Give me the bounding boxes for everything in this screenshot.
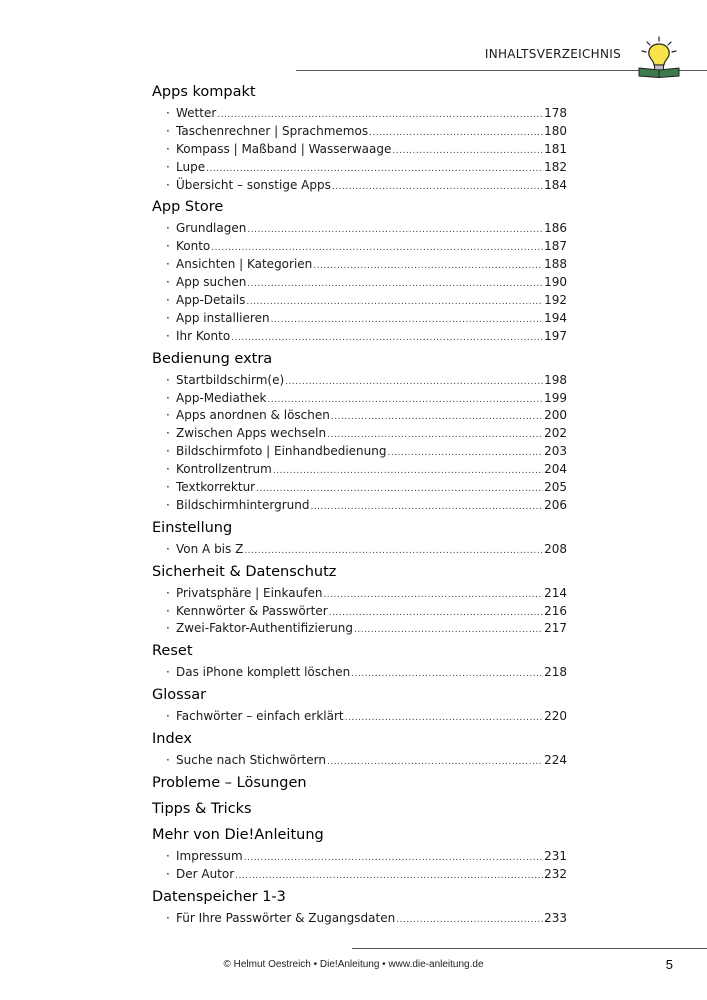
toc-section <box>152 194 567 345</box>
dot-leader <box>329 605 543 623</box>
entry-page: 218 <box>544 665 567 680</box>
entry-label: Taschenrechner | Sprachmemos <box>176 123 369 138</box>
toc-entry <box>152 141 567 159</box>
entry-label: Textkorrektur <box>176 480 256 495</box>
entry-bullet: · <box>166 444 170 459</box>
entry-bullet: · <box>166 106 170 120</box>
entry-page: 231 <box>544 849 567 864</box>
entry-page: 204 <box>544 462 567 477</box>
dot-leader <box>310 499 543 517</box>
entry-bullet: · <box>166 849 170 864</box>
entry-label: Wetter <box>176 106 217 120</box>
entry-bullet: · <box>166 462 170 477</box>
dot-leader <box>354 622 543 640</box>
toc-section <box>152 796 567 822</box>
toc-section <box>152 79 567 194</box>
page-number: 5 <box>665 957 673 972</box>
entry-bullet: · <box>166 141 170 156</box>
entry-page: 217 <box>544 621 567 636</box>
entry-label: Für Ihre Passwörter & Zugangsdaten <box>176 910 396 925</box>
entry-page: 184 <box>544 177 567 192</box>
dot-leader <box>273 463 543 481</box>
entry-label: Startbildschirm(e) <box>176 372 285 387</box>
entry-page: 200 <box>544 408 567 423</box>
entry-label: Privatsphäre | Einkaufen <box>176 585 323 600</box>
dot-leader <box>396 912 543 930</box>
section-title: Probleme – Lösungen <box>152 775 307 792</box>
section-title: Sicherheit & Datenschutz <box>152 563 337 580</box>
entry-bullet: · <box>166 480 170 495</box>
entry-label: Konto <box>176 239 211 254</box>
section-title: Datenspeicher 1-3 <box>152 888 286 905</box>
entry-label: Lupe <box>176 159 206 174</box>
entry-bullet: · <box>166 603 170 618</box>
toc-entry <box>152 238 567 256</box>
entry-page: 205 <box>544 480 567 495</box>
entry-page: 199 <box>544 390 567 405</box>
toc-entry <box>152 390 567 408</box>
entry-label: Zwei-Faktor-Authentifizierung <box>176 621 353 636</box>
entry-bullet: · <box>166 328 170 343</box>
toc-entry <box>152 620 567 638</box>
entry-bullet: · <box>166 665 170 680</box>
entry-bullet: · <box>166 585 170 600</box>
dot-leader <box>313 258 543 276</box>
entry-bullet: · <box>166 541 170 556</box>
entry-page: 194 <box>544 310 567 325</box>
entry-page: 186 <box>544 221 567 236</box>
toc-entry <box>152 603 567 621</box>
toc-entry <box>152 461 567 479</box>
toc-entry <box>152 220 567 238</box>
entry-page: 180 <box>544 123 567 138</box>
entry-bullet: · <box>166 372 170 387</box>
toc-section <box>152 884 567 928</box>
entry-bullet: · <box>166 408 170 423</box>
dot-leader <box>323 587 543 605</box>
entry-bullet: · <box>166 123 170 138</box>
entry-bullet: · <box>166 221 170 236</box>
entry-label: Das iPhone komplett löschen <box>176 665 351 680</box>
dot-leader <box>369 125 543 143</box>
entry-page: 208 <box>544 541 567 556</box>
toc-entry <box>152 866 567 884</box>
entry-bullet: · <box>166 310 170 325</box>
toc-section <box>152 346 567 515</box>
toc-entry <box>152 752 567 770</box>
dot-leader <box>285 374 543 392</box>
toc-section <box>152 770 567 796</box>
dot-leader <box>327 754 543 772</box>
entry-bullet: · <box>166 159 170 174</box>
toc-entry <box>152 372 567 390</box>
dot-leader <box>332 179 543 197</box>
entry-page: 214 <box>544 585 567 600</box>
toc-section <box>152 726 567 770</box>
entry-label: Impressum <box>176 849 243 864</box>
toc-section <box>152 638 567 682</box>
toc-entry <box>152 479 567 497</box>
entry-label: Ihr Konto <box>176 328 231 343</box>
entry-page: 224 <box>544 753 567 768</box>
entry-page: 216 <box>544 603 567 618</box>
section-title: App Store <box>152 199 224 216</box>
footer-copyright: © Helmut Oestreich • Die!Anleitung • www.die-anleitung.de <box>223 959 484 970</box>
toc-section <box>152 682 567 726</box>
entry-page: 182 <box>544 159 567 174</box>
entry-label: App suchen <box>176 275 247 290</box>
entry-page: 206 <box>544 497 567 512</box>
toc-section <box>152 822 567 884</box>
dot-leader <box>271 312 544 330</box>
entry-bullet: · <box>166 426 170 441</box>
entry-bullet: · <box>166 239 170 254</box>
toc-entry <box>152 159 567 177</box>
entry-bullet: · <box>166 866 170 881</box>
section-title: Tipps & Tricks <box>152 801 252 818</box>
entry-bullet: · <box>166 177 170 192</box>
entry-label: Grundlagen <box>176 221 247 236</box>
toc-entry <box>152 664 567 682</box>
toc-entry <box>152 425 567 443</box>
entry-label: Der Autor <box>176 866 235 881</box>
entry-bullet: · <box>166 709 170 724</box>
entry-label: App-Details <box>176 293 246 308</box>
entry-label: Kompass | Maßband | Wasserwaage <box>176 141 392 156</box>
toc-entry <box>152 585 567 603</box>
section-title: Einstellung <box>152 519 233 536</box>
entry-bullet: · <box>166 753 170 768</box>
section-title: Glossar <box>152 687 207 704</box>
toc-section <box>152 515 567 559</box>
entry-bullet: · <box>166 275 170 290</box>
entry-label: Übersicht – sonstige Apps <box>176 177 331 192</box>
entry-bullet: · <box>166 293 170 308</box>
entry-label: Fachwörter – einfach erklärt <box>176 709 344 724</box>
toc-entry <box>152 274 567 292</box>
dot-leader <box>247 276 543 294</box>
dot-leader <box>231 330 543 348</box>
entry-label: Suche nach Stichwörtern <box>176 753 326 768</box>
entry-page: 203 <box>544 444 567 459</box>
entry-bullet: · <box>166 497 170 512</box>
entry-page: 202 <box>544 426 567 441</box>
entry-page: 197 <box>544 328 567 343</box>
entry-page: 192 <box>544 293 567 308</box>
dot-leader <box>345 710 543 728</box>
toc-entry <box>152 708 567 726</box>
toc-entry <box>152 541 567 559</box>
entry-page: 181 <box>544 141 567 156</box>
section-title: Index <box>152 731 192 748</box>
dot-leader <box>247 222 543 240</box>
toc-entry <box>152 177 567 195</box>
table-of-contents <box>152 79 567 928</box>
entry-label: Ansichten | Kategorien <box>176 257 313 272</box>
toc-entry <box>152 910 567 928</box>
toc-entry <box>152 105 567 123</box>
entry-page: 198 <box>544 372 567 387</box>
toc-entry <box>152 256 567 274</box>
entry-label: Bildschirmhintergrund <box>176 497 310 512</box>
dot-leader <box>387 445 543 463</box>
toc-entry <box>152 123 567 141</box>
entry-page: 190 <box>544 275 567 290</box>
section-title: Bedienung extra <box>152 350 273 367</box>
entry-label: Von A bis Z <box>176 541 244 556</box>
entry-label: App-Mediathek <box>176 390 267 405</box>
entry-bullet: · <box>166 257 170 272</box>
dot-leader <box>392 143 543 161</box>
entry-label: Kennwörter & Passwörter <box>176 603 328 618</box>
dot-leader <box>331 409 543 427</box>
dot-leader <box>244 850 543 868</box>
entry-label: Kontrollzentrum <box>176 462 272 477</box>
entry-label: Bildschirmfoto | Einhandbedienung <box>176 444 387 459</box>
toc-entry <box>152 848 567 866</box>
header-title: INHALTSVERZEICHNIS <box>484 47 621 61</box>
toc-section <box>152 559 567 639</box>
toc-entry <box>152 292 567 310</box>
section-title: Mehr von Die!Anleitung <box>152 827 324 844</box>
lightbulb-book-icon <box>635 36 683 78</box>
entry-bullet: · <box>166 390 170 405</box>
entry-bullet: · <box>166 910 170 925</box>
toc-entry <box>152 407 567 425</box>
entry-label: App installieren <box>176 310 270 325</box>
entry-page: 187 <box>544 239 567 254</box>
entry-label: Apps anordnen & löschen <box>176 408 330 423</box>
section-title: Reset <box>152 643 193 660</box>
section-title: Apps kompakt <box>152 84 256 100</box>
toc-entry <box>152 328 567 346</box>
footer-rule <box>352 948 707 949</box>
toc-entry <box>152 443 567 461</box>
entry-page: 232 <box>544 866 567 881</box>
dot-leader <box>246 294 543 312</box>
toc-entry <box>152 497 567 515</box>
entry-page: 178 <box>544 106 567 120</box>
toc-entry <box>152 310 567 328</box>
entry-label: Zwischen Apps wechseln <box>176 426 327 441</box>
entry-page: 188 <box>544 257 567 272</box>
entry-page: 233 <box>544 910 567 925</box>
dot-leader <box>351 666 543 684</box>
entry-bullet: · <box>166 621 170 636</box>
entry-page: 220 <box>544 709 567 724</box>
